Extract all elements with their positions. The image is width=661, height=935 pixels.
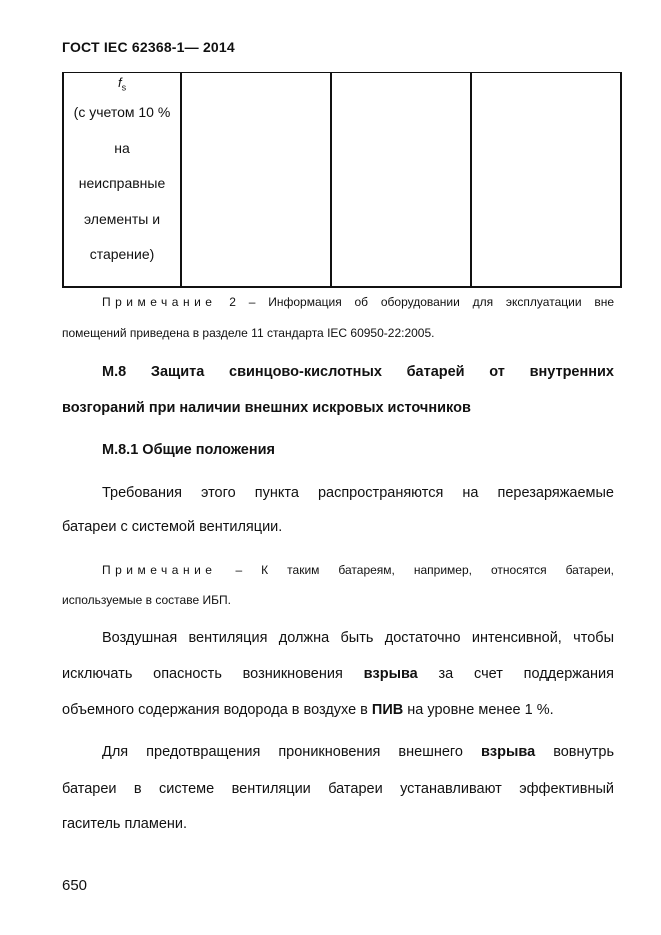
table-cell-empty bbox=[331, 73, 471, 288]
paragraph-2-line-2: исключать опасность возникновения взрыва за счет поддержания bbox=[62, 666, 614, 682]
note-2-line-2: помещений приведена в разделе 11 стандарта IEC 60950-22:2005. bbox=[62, 326, 435, 340]
symbol-fs: $f_s$ bbox=[117, 75, 127, 93]
note-label: Примечание bbox=[102, 563, 217, 577]
paragraph-1-line-1: Требования этого пункта распространяются на перезаряжаемые bbox=[102, 485, 614, 501]
table-cell-line: элементы и bbox=[83, 210, 161, 227]
paragraph-3-line-1: Для предотвращения проникновения внешнего взрыва вовнутрь bbox=[102, 744, 615, 760]
note-2-line-1: Примечание 2 – Информация об оборудовании для эксплуатации вне bbox=[102, 295, 614, 309]
paragraph-1-line-2: батареи с системой вентиляции. bbox=[62, 519, 283, 535]
paragraph-3-line-2: батареи в системе вентиляции батареи устанавливают эффективный bbox=[62, 781, 614, 797]
table-cell-line: неисправные bbox=[78, 175, 166, 191]
note-3-line-1: Примечание – К таким батареям, например, относятся батареи, bbox=[102, 563, 614, 577]
table-cell-line: старение) bbox=[89, 246, 155, 262]
section-m81-heading: М.8.1 Общие положения bbox=[102, 442, 275, 458]
table-cell-parameter bbox=[63, 73, 181, 288]
paragraph-3-line-3: гаситель пламени. bbox=[62, 816, 188, 832]
term-explosion: взрыва bbox=[363, 666, 418, 682]
note-label: Примечание bbox=[102, 295, 217, 309]
term-piv: ПИВ bbox=[371, 702, 404, 718]
table-cell-empty bbox=[181, 73, 331, 288]
page-number: 650 bbox=[62, 877, 88, 894]
section-m8-heading-line-1: М.8 Защита свинцово-кислотных батарей от внутренних bbox=[102, 364, 614, 380]
table-cell-line: (с учетом 10 % bbox=[73, 104, 171, 120]
paragraph-2-line-3: объемного содержания водорода в воздухе в ПИВ на уровне менее 1 %. bbox=[62, 702, 554, 718]
section-m8-heading-line-2: возгораний при наличии внешних искровых источников bbox=[62, 400, 471, 416]
table-cell-line: на bbox=[114, 139, 130, 156]
document-header: ГОСТ IEC 62368-1— 2014 bbox=[62, 39, 235, 55]
equipment-table bbox=[62, 72, 622, 288]
paragraph-2-line-1: Воздушная вентиляция должна быть достаточно интенсивной, чтобы bbox=[102, 630, 614, 646]
table-cell-empty bbox=[471, 73, 621, 288]
term-explosion: взрыва bbox=[481, 744, 536, 760]
note-3-line-2: используемые в составе ИБП. bbox=[62, 593, 231, 607]
table-row bbox=[63, 73, 621, 288]
